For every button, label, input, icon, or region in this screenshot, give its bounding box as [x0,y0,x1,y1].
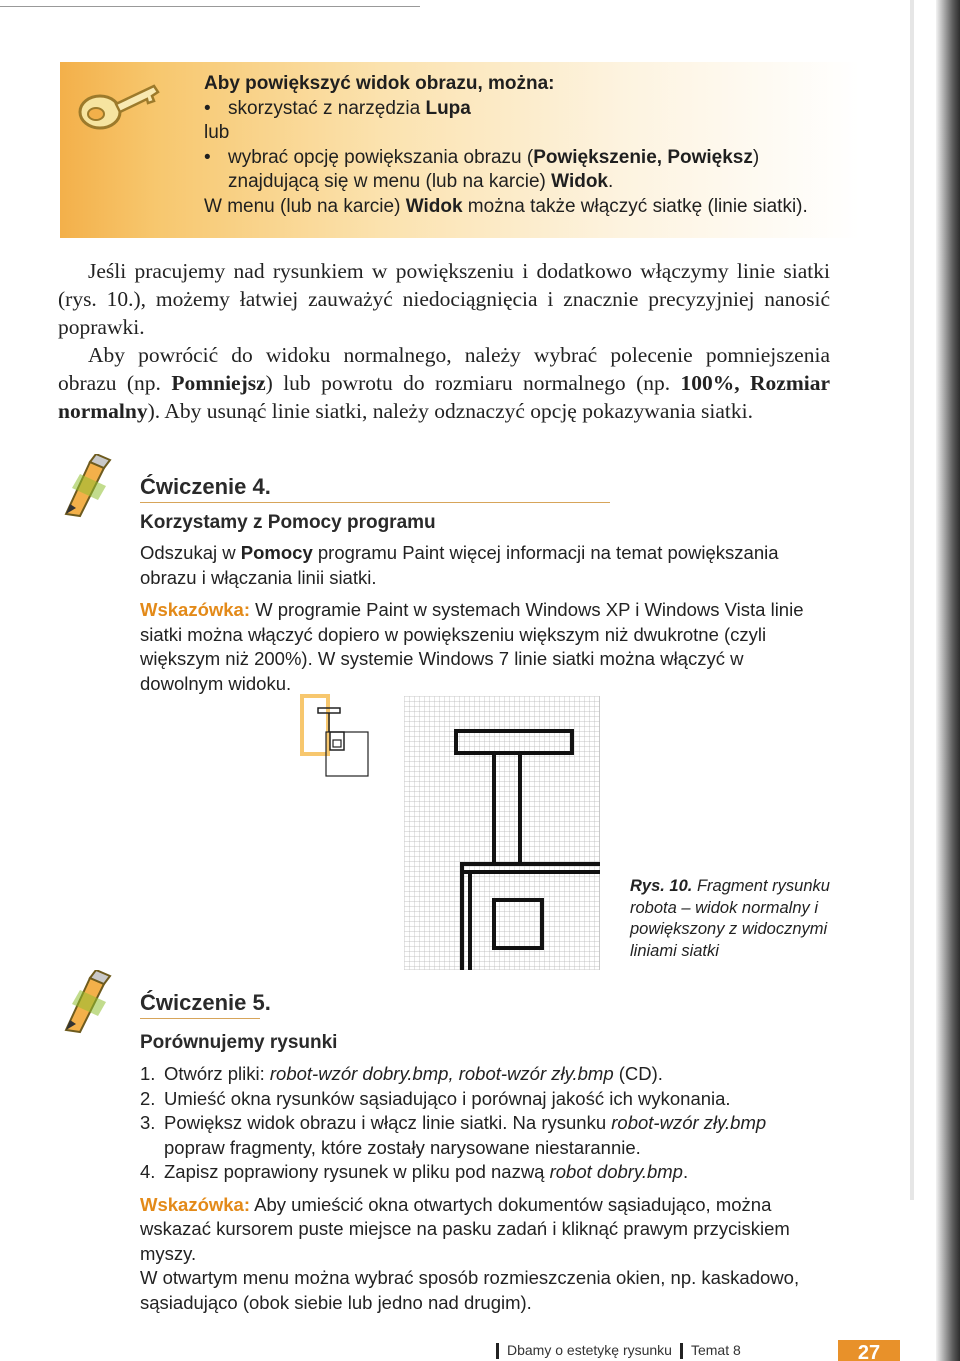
tip-line3-a: W menu (lub na karcie) [204,195,406,217]
exercise-4-rule [140,502,610,503]
tip-line3-bold: Widok [405,195,463,217]
tip-or: lub [204,122,230,143]
item-number: 2. [140,1087,156,1109]
para2-a: Aby powrócić do widoku normalnego, należy wybrać polecenie pomniejszenia obrazu (np. [58,343,830,395]
para2-b: ) lub powrotu do rozmiaru normalnego (np. [265,371,681,395]
item-number: 1. [140,1063,156,1084]
tip-bullet-2-text-b: ) znajdującą się w menu (lub na karcie) [228,146,760,192]
item-number: 3. [140,1112,156,1133]
pencil-icon [60,454,118,518]
para2-bold1: Pomniejsz [171,371,266,395]
bullet-icon: • [204,97,211,119]
hint-label: Wskazówka: [140,1193,251,1215]
tip-bullet-1-bold: Lupa [425,97,471,119]
exercise-4-body [140,541,830,696]
exercise-5-item-3 [140,1111,830,1160]
hint-label: Wskazówka: [140,599,251,620]
tip-line3-b: można także włączyć siatkę (linie siatki). [462,195,808,217]
exercise-5-item-2 [140,1087,830,1112]
exercise-4-text [140,541,830,590]
item4-a: Zapisz poprawiony rysunek w pliku pod nazwą [164,1161,550,1182]
exercise-5-hint-2: W otwartym menu można wybrać sposób rozmieszczenia okien, np. kaskadowo, sąsiadująco (obok siebie lub jedno nad drugim). [140,1267,800,1313]
item2-text: Umieść okna rysunków sąsiadująco i porównaj jakość ich wykonania. [164,1087,731,1109]
ex4-text-a: Odszukaj w [140,542,241,563]
item1-a: Otwórz pliki: [164,1063,270,1084]
item1-italic: robot-wzór dobry.bmp, robot-wzór zły.bmp [269,1063,614,1084]
tip-bullet-1 [204,97,844,122]
ex5-hint-text: Aby umieścić okna otwartych dokumentów sąsiadująco, można wskazać kursorem puste miejsce na pasku zadań i kliknąć prawym przyciskiem myszy. [140,1193,790,1264]
exercise-5-body [140,1062,830,1315]
exercise-4-subtitle: Korzystamy z Pomocy programu [140,512,436,533]
figure-caption [630,876,830,962]
item3-b: popraw fragmenty, które zostały narysowane niestarannie. [164,1136,641,1158]
body-paragraphs [58,257,830,425]
tip-bullet-1-text: skorzystać z narzędzia [228,97,426,119]
bullet-icon: • [204,146,211,168]
robot-normal-view [300,694,372,778]
body-paragraph-2 [58,341,830,425]
scan-edge-shadow [936,0,960,1361]
item4-b: . [682,1161,689,1182]
item3-italic: robot-wzór zły.bmp [611,1112,767,1133]
tip-bullet-2-text-a: wybrać opcję powiększania obrazu ( [228,146,534,168]
tip-content [204,72,844,219]
pencil-icon [60,970,118,1034]
footer-divider [496,1343,499,1359]
key-icon [74,70,166,140]
exercise-4-heading: Ćwiczenie 4. [140,474,271,499]
footer-divider [680,1343,683,1359]
ex4-hint-text: W programie Paint w systemach Windows XP i Windows Vista linie siatki można włączyć dopiero w powiększeniu większym niż dwukrotne (czyli większym niż 200%). W systemie Windows 7 linie siatki można włączyć w dowolnym widoku. [140,599,804,694]
exercise-5-hint [140,1193,830,1267]
top-rule [0,6,420,7]
exercise-5-item-4 [140,1160,830,1185]
item-number: 4. [140,1161,156,1182]
exercise-5-heading: Ćwiczenie 5. [140,990,271,1015]
tip-bullet-2-bold: Powiększenie, Powiększ [533,146,753,168]
tip-line-3 [204,195,844,220]
exercise-5-item-1 [140,1062,830,1087]
tip-bullet-2 [204,146,844,195]
item1-b: (CD). [613,1063,663,1084]
para2-c: ). Aby usunąć linie siatki, należy odznaczyć opcję pokazywania siatki. [147,399,753,423]
item3-a: Powiększ widok obrazu i włącz linie siatki. Na rysunku [164,1112,612,1133]
page-number: 27 [838,1340,900,1361]
ex4-text-bold: Pomocy [240,542,313,563]
figure-label: Rys. 10. [630,877,693,895]
body-paragraph-1: Jeśli pracujemy nad rysunkiem w powiększeniu i dodatkowo włączymy linie siatki (rys. 10.), możemy łatwiej zauważyć niedociągnięcia i znacznie precyzyjniej nanosić poprawki. [58,259,830,339]
scan-edge-line [910,0,914,1200]
tip-title: Aby powiększyć widok obrazu, można: [204,73,555,94]
tip-bullet-2-text-c: . [608,171,614,192]
exercise-5-rule [140,1018,260,1019]
ex4-text-b: programu Paint więcej informacji na temat powiększania obrazu i włączania linii siatki. [140,542,779,588]
item4-italic: robot dobry.bmp [549,1161,683,1182]
tip-bullet-2-bold2: Widok [551,171,608,192]
robot-zoomed-grid-view [404,696,600,970]
footer-chapter: Dbamy o estetykę rysunku [507,1342,672,1358]
exercise-4-hint [140,598,830,696]
para2-bold2: 100%, Rozmiar normalny [58,371,831,423]
figure-caption-text: Fragment rysunku robota – widok normalny i powiększony z widocznymi liniami siatki [630,877,830,960]
footer-section: Temat 8 [690,1342,741,1358]
exercise-5-subtitle: Porównujemy rysunki [140,1032,338,1053]
